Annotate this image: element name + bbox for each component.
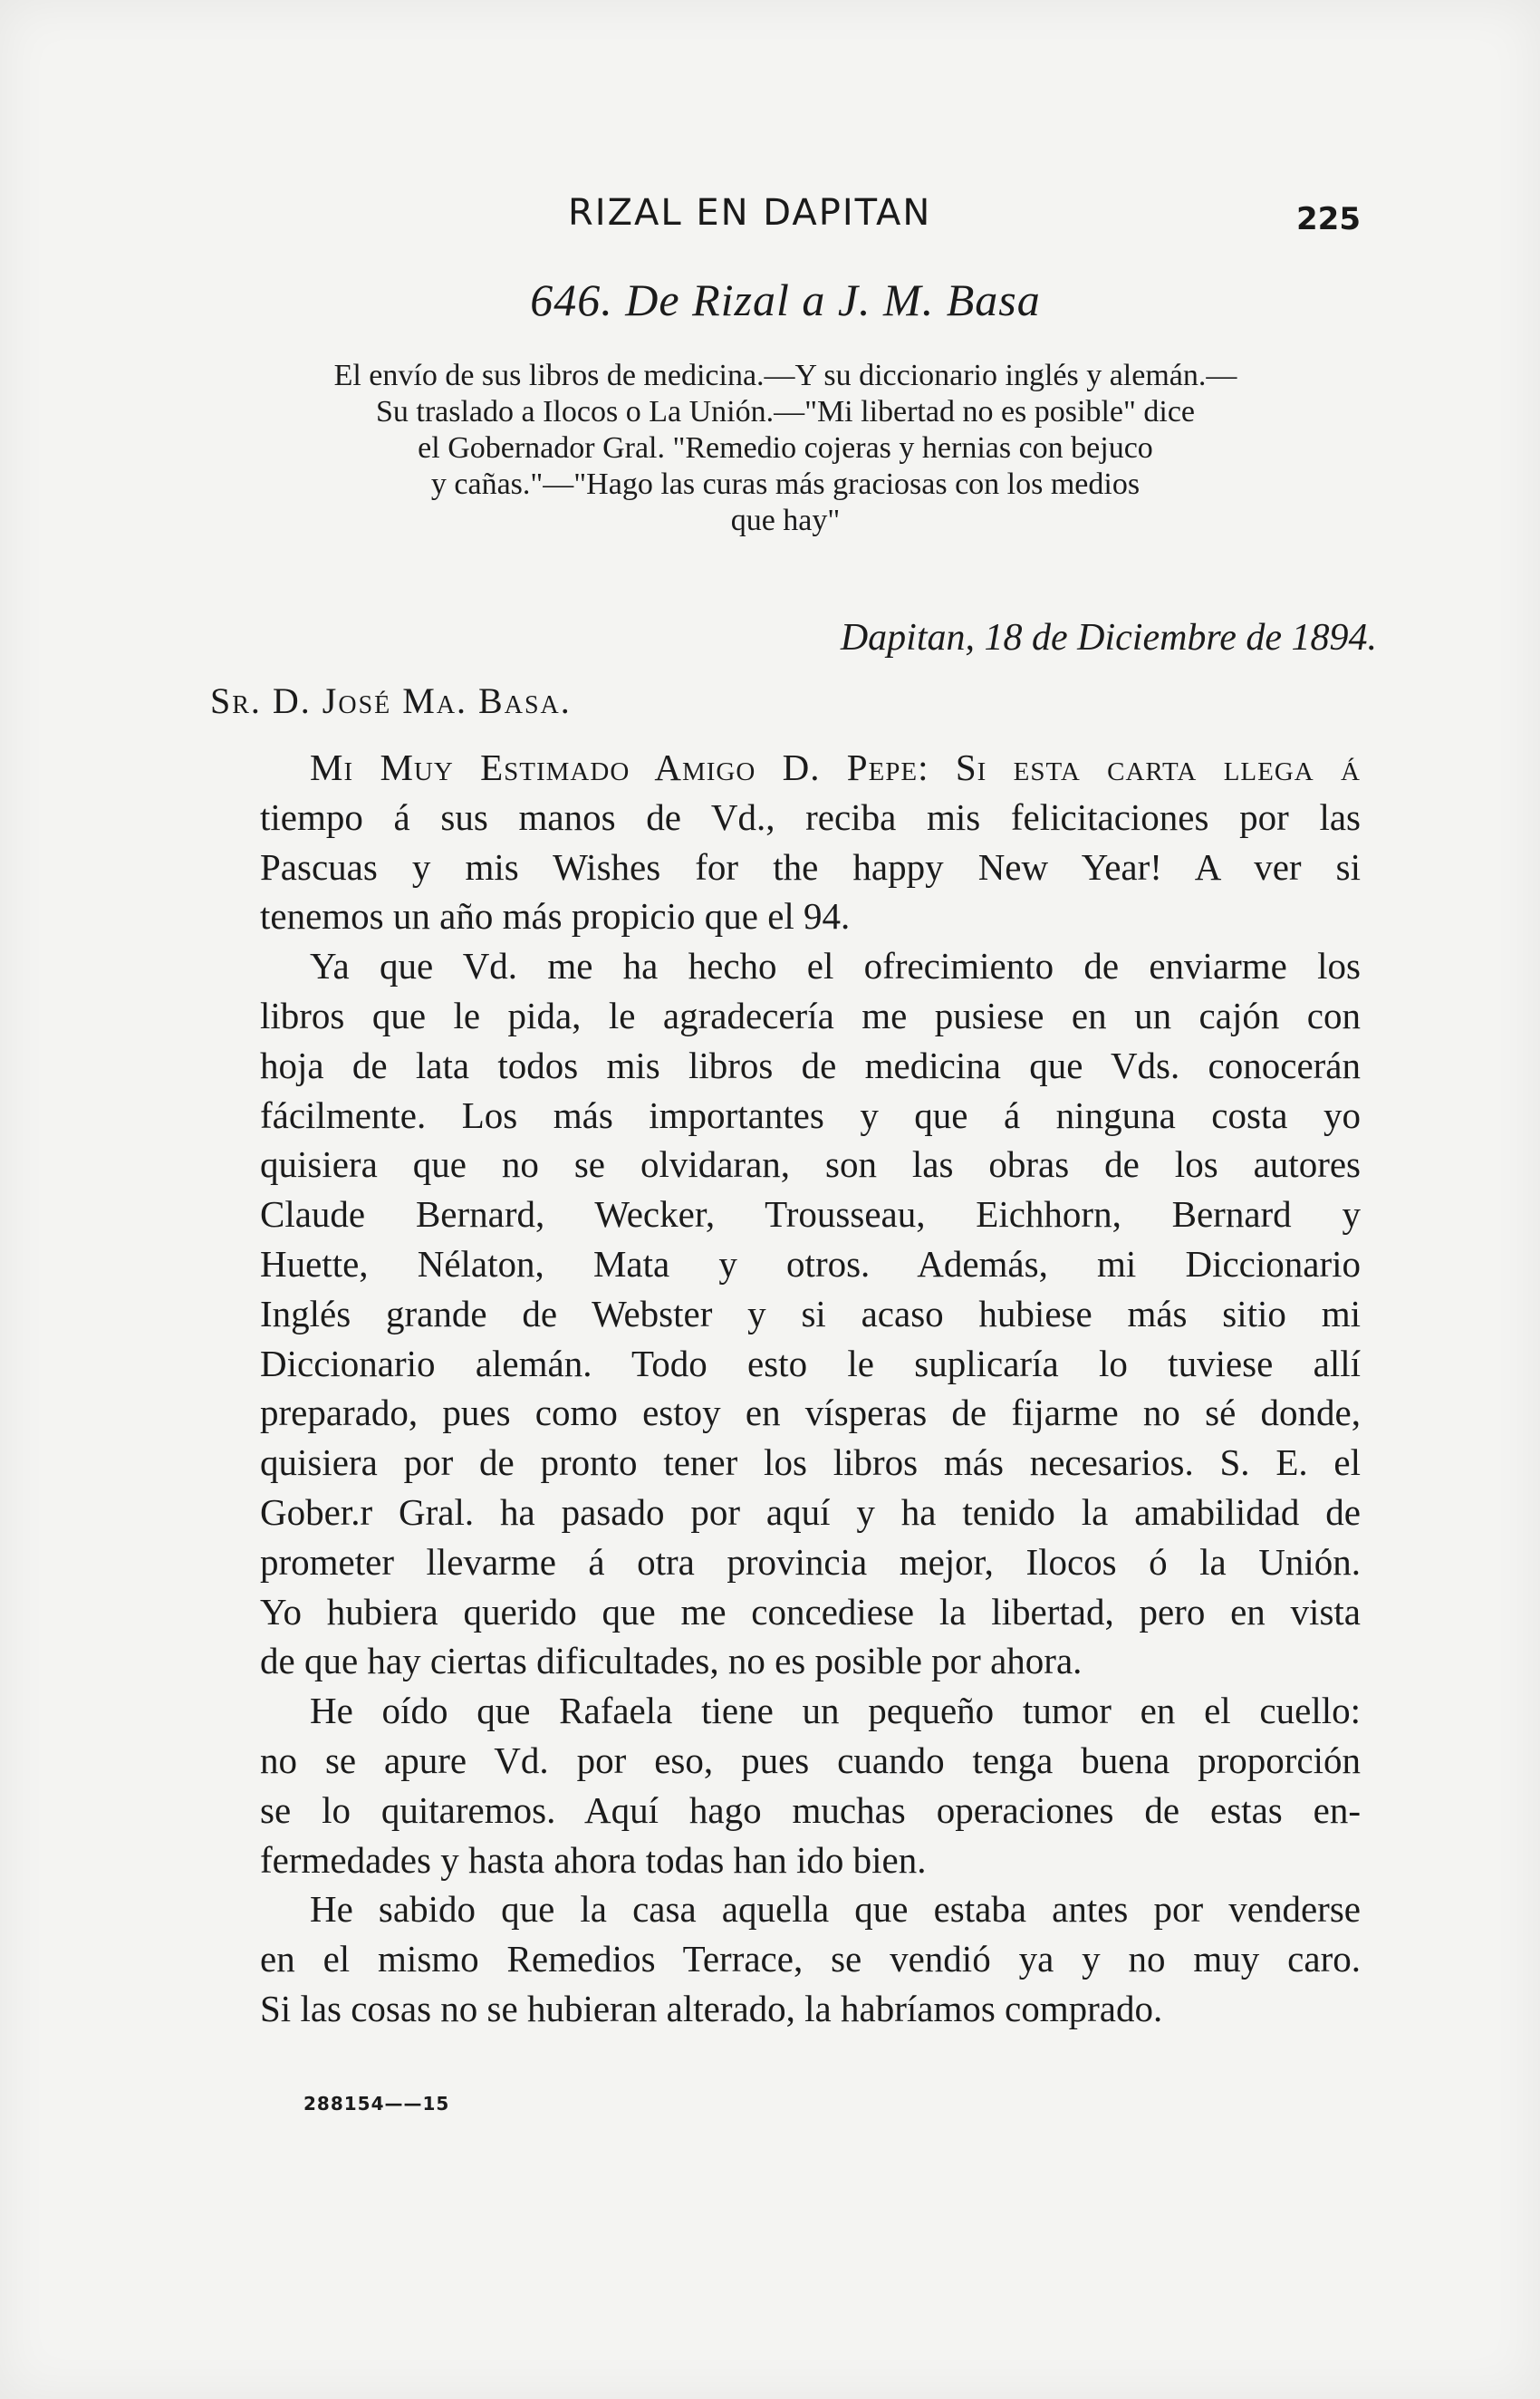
body-line: Claude Bernard, Wecker, Trousseau, Eichhorn, Bernard y [260, 1193, 1361, 1236]
body-line: Yo hubiera querido que me concediese la libertad, pero en vista [260, 1590, 1361, 1633]
body-line: fermedades y hasta ahora todas han ido bien. [260, 1838, 927, 1881]
body-line: Gober.r Gral. ha pasado por aquí y ha tenido la amabilidad de [260, 1490, 1361, 1533]
salutation: Sr. D. José Ma. Basa. [210, 680, 572, 721]
body-line: quisiera que no se olvidaran, son las obras de los autores [260, 1143, 1361, 1186]
letter-summary [210, 358, 1361, 539]
summary-line: que hay" [730, 504, 841, 537]
body-line: no se apure Vd. por eso, pues cuando tenga buena proporción [260, 1739, 1361, 1781]
body-line: tiempo á sus manos de Vd., reciba mis felicitaciones por las [260, 795, 1361, 838]
body-line: tenemos un año más propicio que el 94. [260, 895, 851, 938]
body-line: He sabido que la casa aquella que estaba antes por venderse [310, 1888, 1361, 1931]
body-line: fácilmente. Los más importantes y que á ninguna costa yo [260, 1094, 1361, 1136]
body-line: quisiera por de pronto tener los libros más necesarios. S. E. el [260, 1441, 1361, 1484]
body-line: Ya que Vd. me ha hecho el ofrecimiento de enviarme los [310, 945, 1361, 988]
body-line: He oído que Rafaela tiene un pequeño tumor en el cuello: [310, 1690, 1361, 1732]
letter-title: 646. De Rizal a J. M. Basa [530, 275, 1041, 325]
body-line: en el mismo Remedios Terrace, se vendió ya y no muy caro. [260, 1938, 1361, 1980]
letter-body [210, 743, 1361, 2034]
body-line: hoja de lata todos mis libros de medicina que Vds. conocerán [260, 1044, 1361, 1086]
paragraph-2 [210, 941, 1361, 1686]
page-number: 225 [1296, 201, 1361, 237]
body-line: Pascuas y mis Wishes for the happy New Year! A ver si [260, 845, 1361, 888]
running-head [210, 192, 1361, 243]
body-line: de que hay ciertas dificultades, no es posible por ahora. [260, 1640, 1083, 1682]
summary-line: El envío de sus libros de medicina.—Y su diccionario inglés y alemán.— [333, 359, 1237, 392]
body-line: libros que le pida, le agradecería me pusiese en un cajón con [260, 994, 1361, 1036]
summary-line: Su traslado a Ilocos o La Unión.—"Mi libertad no es posible" dice [375, 395, 1196, 429]
body-line: prometer llevarme á otra provincia mejor, Ilocos ó la Unión. [260, 1540, 1361, 1583]
body-line: preparado, pues como estoy en vísperas de fijarme no sé donde, [260, 1392, 1361, 1434]
body-line: Huette, Nélaton, Mata y otros. Además, mi Diccionario [260, 1242, 1361, 1285]
running-title: RIZAL EN DAPITAN [568, 192, 932, 234]
body-line: Mi Muy Estimado Amigo D. Pepe: Si esta carta llega á [310, 747, 1361, 788]
paragraph-4 [210, 1884, 1361, 2033]
dateline: Dapitan, 18 de Diciembre de 1894. [840, 617, 1377, 659]
summary-line: y cañas."—"Hago las curas más graciosas con los medios [430, 467, 1141, 501]
summary-line: el Gobernador Gral. "Remedio cojeras y hernias con bejuco [418, 431, 1153, 465]
paragraph-1 [210, 743, 1361, 941]
printer-signature-mark: 288154——15 [303, 2093, 450, 2115]
paragraph-3 [210, 1686, 1361, 1884]
body-line: Inglés grande de Webster y si acaso hubiese más sitio mi [260, 1292, 1361, 1334]
body-line: se lo quitaremos. Aquí hago muchas operaciones de estas en- [260, 1788, 1361, 1831]
body-line: Diccionario alemán. Todo esto le suplicaría lo tuviese allí [260, 1342, 1361, 1384]
body-line: Si las cosas no se hubieran alterado, la habríamos comprado. [260, 1987, 1163, 2029]
